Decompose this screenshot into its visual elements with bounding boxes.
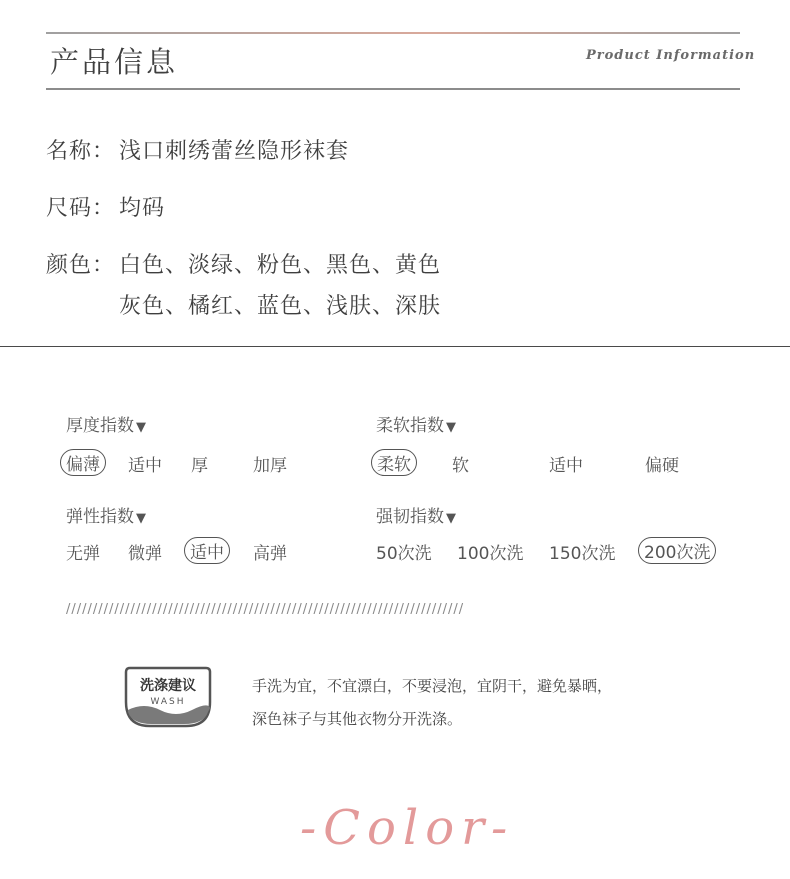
elasticity-option: 微弹: [128, 544, 162, 564]
toughness-option: 150次洗: [549, 544, 616, 564]
section-title: 产品信息: [50, 45, 179, 79]
toughness-option: 100次洗: [457, 544, 524, 564]
size-label: 尺码：: [46, 196, 116, 221]
wash-instruction-line-2: 深色袜子与其他衣物分开洗涤。: [252, 710, 463, 728]
triangle-down-icon: ▼: [136, 420, 146, 435]
toughness-label: 强韧指数: [376, 507, 444, 527]
thickness-heading: [66, 411, 146, 436]
wash-instruction-line-1: 手洗为宜，不宜漂白，不要浸泡，宜阴干，避免暴晒，: [252, 677, 613, 695]
toughness-option: 50次洗: [376, 544, 432, 564]
name-label: 名称：: [46, 139, 116, 164]
slash-separator: //////////////////////////////////////////////////////////////////////////: [66, 602, 465, 617]
toughness-option-selected: 200次洗: [638, 537, 716, 564]
softness-option: 软: [452, 456, 469, 476]
thickness-label: 厚度指数: [66, 416, 134, 436]
wash-badge-title: 洗涤建议: [140, 678, 196, 694]
softness-option: 适中: [549, 456, 583, 476]
softness-heading: [376, 411, 456, 436]
wash-badge: [122, 666, 214, 730]
softness-option-selected: 柔软: [371, 449, 417, 476]
triangle-down-icon: ▼: [136, 511, 146, 526]
wash-badge-sub: WASH: [150, 697, 186, 707]
elasticity-option: 高弹: [253, 544, 287, 564]
section-divider: [0, 346, 790, 347]
thickness-option: 厚: [191, 456, 208, 476]
triangle-down-icon: ▼: [446, 511, 456, 526]
triangle-down-icon: ▼: [446, 420, 456, 435]
softness-option: 偏硬: [645, 456, 679, 476]
elasticity-heading: [66, 502, 146, 527]
thickness-option-selected: 偏薄: [60, 449, 106, 476]
toughness-heading: [376, 502, 456, 527]
color-list-line-1: 白色、淡绿、粉色、黑色、黄色: [119, 253, 442, 278]
size-value: 均码: [119, 196, 166, 221]
thickness-option: 加厚: [253, 456, 287, 476]
thickness-option: 适中: [128, 456, 162, 476]
softness-label: 柔软指数: [376, 416, 444, 436]
color-list-line-2: 灰色、橘红、蓝色、浅肤、深肤: [119, 294, 442, 319]
color-label: 颜色：: [46, 253, 116, 278]
header-top-rule: [46, 32, 740, 34]
name-value: 浅口刺绣蕾丝隐形袜套: [119, 139, 350, 164]
header-bottom-rule: [46, 88, 740, 90]
elasticity-option: 无弹: [66, 544, 100, 564]
color-section-title: -Color-: [300, 800, 515, 856]
section-subtitle: Product Information: [586, 48, 756, 63]
wash-basin-icon: [122, 666, 214, 730]
elasticity-label: 弹性指数: [66, 507, 134, 527]
elasticity-option-selected: 适中: [184, 537, 230, 564]
